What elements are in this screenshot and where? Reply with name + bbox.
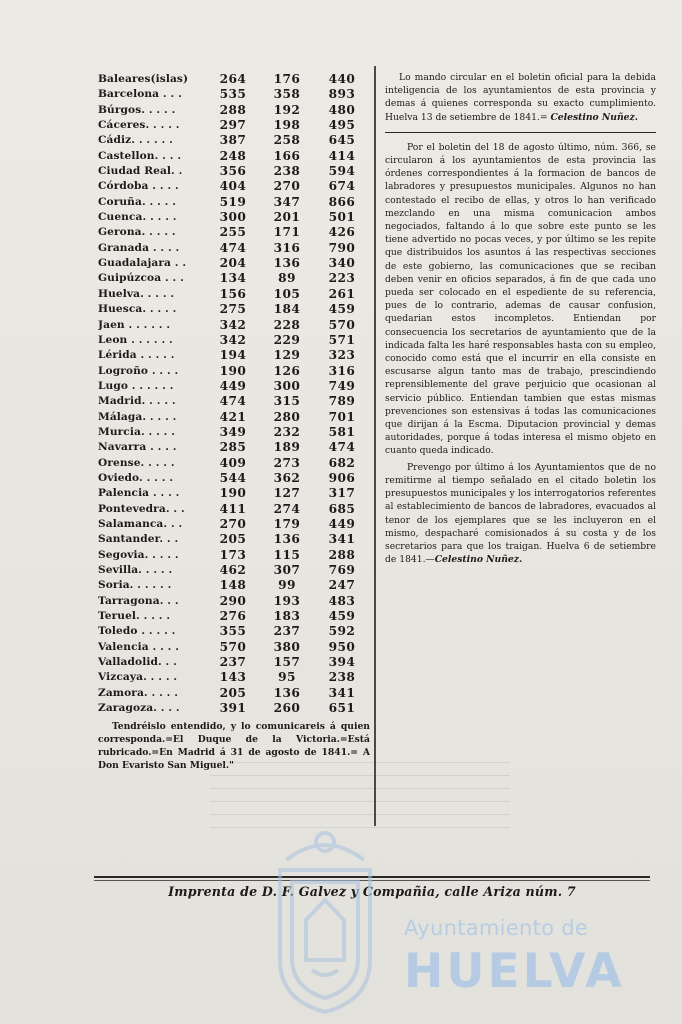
- printer-imprint: Imprenta de D. F. Galvez y Compañia, calle Ariza núm. 7: [168, 884, 576, 899]
- table-row: [98, 256, 370, 271]
- value-col-1: 190: [219, 486, 247, 501]
- value-col-2: 198: [273, 118, 301, 133]
- value-col-2: 316: [273, 240, 301, 255]
- value-col-1: 285: [219, 440, 247, 455]
- table-row: [98, 179, 370, 194]
- value-col-2: 192: [273, 102, 301, 117]
- province-name: Segovia. . . . .: [98, 548, 179, 561]
- value-col-3: 789: [328, 394, 356, 409]
- province-name: Teruel. . . . .: [98, 610, 171, 623]
- value-col-3: 749: [328, 378, 356, 393]
- value-col-1: 173: [219, 547, 247, 562]
- value-col-2: 260: [273, 701, 301, 716]
- value-col-3: 592: [328, 624, 356, 639]
- province-name: Sevilla. . . . .: [98, 564, 173, 576]
- value-col-1: 342: [219, 332, 247, 347]
- provinces-table-column: [98, 72, 370, 772]
- value-col-1: 421: [219, 409, 247, 424]
- table-row: [98, 364, 370, 379]
- province-name: Soria. . . . . .: [98, 579, 172, 592]
- province-name: Cuenca. . . . .: [98, 211, 177, 224]
- province-name: Zamora. . . . .: [98, 686, 179, 699]
- value-col-3: 449: [328, 516, 356, 531]
- value-col-2: 270: [273, 179, 301, 194]
- value-col-1: 288: [219, 102, 247, 117]
- table-row: [98, 195, 370, 210]
- value-col-3: 594: [328, 164, 356, 179]
- table-row: [98, 456, 370, 471]
- table-row: [98, 486, 370, 501]
- province-name: Gerona. . . . .: [98, 226, 176, 239]
- value-col-3: 459: [328, 609, 356, 624]
- province-name: Palencia . . . .: [98, 487, 180, 500]
- provinces-table-body: [98, 72, 370, 716]
- value-col-1: 356: [219, 164, 247, 179]
- province-name: Barcelona . . .: [98, 88, 182, 101]
- value-col-3: 394: [328, 655, 356, 670]
- table-row: [98, 118, 370, 133]
- value-col-1: 290: [219, 593, 247, 608]
- value-col-1: 194: [219, 348, 247, 363]
- value-col-1: 264: [219, 72, 247, 86]
- table-row: [98, 686, 370, 701]
- value-col-1: 248: [219, 148, 247, 163]
- table-row: [98, 103, 370, 118]
- value-col-3: 238: [328, 670, 356, 685]
- value-col-1: 462: [219, 563, 247, 577]
- value-col-3: 645: [328, 133, 356, 148]
- table-row: [98, 517, 370, 532]
- value-col-2: 300: [273, 378, 301, 393]
- province-name: Madrid. . . . .: [98, 395, 176, 408]
- province-name: Vizcaya. . . . .: [98, 671, 178, 684]
- table-row: [98, 701, 370, 716]
- value-col-3: 340: [328, 256, 356, 271]
- value-col-3: 950: [328, 639, 356, 654]
- value-col-3: 769: [328, 563, 356, 577]
- watermark-line-2: HUELVA: [404, 944, 625, 999]
- province-name: Córdoba . . . .: [98, 180, 179, 193]
- province-name: Búrgos. . . . .: [98, 103, 176, 116]
- value-col-2: 362: [273, 470, 301, 485]
- coat-of-arms-watermark-icon: [266, 820, 384, 1018]
- value-col-3: 440: [328, 72, 356, 86]
- value-col-2: 115: [273, 547, 301, 562]
- value-col-2: 166: [273, 148, 301, 163]
- table-row: [98, 225, 370, 240]
- value-col-1: 570: [219, 639, 247, 654]
- value-col-3: 317: [328, 486, 356, 501]
- province-name: Baleares(islas): [98, 73, 189, 85]
- value-col-2: 171: [273, 225, 301, 240]
- value-col-1: 404: [219, 179, 247, 194]
- value-col-2: 157: [273, 655, 301, 670]
- value-col-1: 276: [219, 609, 247, 624]
- notice-paragraph-2-text: Prevengo por último á los Ayuntamientos que de no remitirme al tiempo señalado en el citado boletin los presupuestos municipales y los interrogatorios referentes al establecimiento de bancos de labradores, evacuados al tenor de los ejemplares que se les incluyeron en el mismo, despacharé comisionados á su costa y de los secretarios para que los traigan. Huelva 6 de setiembre de 1841.—: [385, 461, 656, 566]
- value-col-3: 866: [328, 194, 356, 209]
- province-name: Lugo . . . . . .: [98, 379, 174, 392]
- value-col-2: 201: [273, 210, 301, 225]
- province-name: Toledo . . . . .: [98, 625, 176, 638]
- province-name: Jaen . . . . . .: [98, 318, 171, 331]
- table-row: [98, 655, 370, 670]
- province-name: Navarra . . . .: [98, 441, 177, 454]
- value-col-3: 581: [328, 424, 356, 439]
- value-col-3: 323: [328, 348, 356, 363]
- notices-column: [385, 71, 656, 566]
- table-row: [98, 471, 370, 486]
- value-col-3: 414: [328, 148, 356, 163]
- watermark-line-1: Ayuntamiento de: [404, 916, 589, 940]
- notice-circular-text: Lo mando circular en el boletin oficial para la debida inteligencia de los ayuntamientos de esta provincia y demas á quienes corresponda su exacto cumplimiento. Huelva 13 de setiembre de 1841.=: [385, 72, 656, 123]
- value-col-1: 355: [219, 624, 247, 639]
- table-row: [98, 670, 370, 685]
- province-name: Zaragoza. . . .: [98, 702, 180, 715]
- table-row: [98, 578, 370, 593]
- value-col-1: 474: [219, 394, 247, 409]
- province-name: Leon . . . . . .: [98, 333, 173, 346]
- table-row: [98, 502, 370, 517]
- value-col-2: 228: [273, 317, 301, 332]
- value-col-3: 261: [328, 286, 356, 301]
- value-col-2: 258: [273, 133, 301, 148]
- notice-signature: Celestino Nuñez.: [434, 554, 523, 566]
- value-col-2: 183: [273, 609, 301, 624]
- table-row: [98, 87, 370, 102]
- table-row: [98, 271, 370, 286]
- value-col-1: 387: [219, 133, 247, 148]
- province-name: Ciudad Real. .: [98, 165, 183, 178]
- value-col-2: 136: [273, 256, 301, 271]
- value-col-2: 136: [273, 685, 301, 700]
- value-col-1: 474: [219, 240, 247, 255]
- table-row: [98, 164, 370, 179]
- province-name: Granada . . . .: [98, 241, 180, 254]
- value-col-1: 148: [219, 578, 247, 593]
- value-col-1: 275: [219, 302, 247, 317]
- notice-municipal-budgets: [385, 141, 656, 567]
- value-col-1: 342: [219, 317, 247, 332]
- province-name: Huelva. . . . .: [98, 287, 175, 300]
- table-row: [98, 133, 370, 148]
- table-row: [98, 532, 370, 547]
- value-col-1: 535: [219, 87, 247, 102]
- value-col-1: 134: [219, 271, 247, 286]
- table-row: [98, 241, 370, 256]
- provinces-table: [98, 72, 370, 716]
- value-col-1: 544: [219, 470, 247, 485]
- province-name: Valladolid. . .: [98, 656, 177, 669]
- value-col-2: 280: [273, 409, 301, 424]
- province-name: Málaga. . . . .: [98, 410, 177, 423]
- value-col-3: 459: [328, 302, 356, 317]
- value-col-2: 315: [273, 394, 301, 409]
- table-row: [98, 410, 370, 425]
- value-col-3: 223: [328, 271, 356, 286]
- table-row: [98, 379, 370, 394]
- value-col-1: 205: [219, 685, 247, 700]
- notice-circular-signature: Celestino Nuñez.: [550, 111, 638, 123]
- value-col-2: 189: [273, 440, 301, 455]
- table-row: [98, 210, 370, 225]
- value-col-1: 300: [219, 210, 247, 225]
- table-row: [98, 287, 370, 302]
- value-col-3: 790: [328, 240, 356, 255]
- value-col-2: 105: [273, 286, 301, 301]
- value-col-1: 205: [219, 532, 247, 547]
- value-col-3: 480: [328, 102, 356, 117]
- value-col-1: 255: [219, 225, 247, 240]
- value-col-2: 229: [273, 332, 301, 347]
- notice-circular-paragraph: [385, 71, 656, 124]
- province-name: Santander. . .: [98, 533, 179, 546]
- value-col-2: 347: [273, 194, 301, 209]
- value-col-1: 270: [219, 516, 247, 531]
- value-col-2: 273: [273, 455, 301, 470]
- province-name: Orense. . . . .: [98, 456, 175, 469]
- value-col-3: 288: [328, 547, 356, 562]
- value-col-2: 179: [273, 516, 301, 531]
- table-row: [98, 425, 370, 440]
- value-col-2: 95: [278, 670, 296, 685]
- value-col-3: 906: [328, 470, 356, 485]
- province-name: Salamanca. . .: [98, 517, 183, 530]
- decree-closing-text: Tendréislo entendido, y lo comunicareis á quien corresponda.=El Duque de la Victoria.=Está rubricado.=En Madrid á 31 de agosto de 1841.= A Don Evaristo San Miguel.": [98, 721, 370, 772]
- value-col-3: 426: [328, 225, 356, 240]
- value-col-2: 237: [273, 624, 301, 639]
- notice-paragraph-2: [385, 461, 656, 567]
- province-name: Guadalajara . .: [98, 257, 187, 270]
- table-row: [98, 440, 370, 455]
- value-col-2: 307: [273, 563, 301, 577]
- province-name: Tarragona. . .: [98, 594, 179, 607]
- value-col-3: 247: [328, 578, 356, 593]
- table-row: [98, 548, 370, 563]
- value-col-1: 349: [219, 424, 247, 439]
- notice-circular: [385, 71, 656, 124]
- value-col-1: 204: [219, 256, 247, 271]
- value-col-2: 99: [278, 578, 296, 593]
- value-col-2: 136: [273, 532, 301, 547]
- province-name: Guipúzcoa . . .: [98, 272, 184, 285]
- table-row: [98, 640, 370, 655]
- province-name: Cádiz. . . . . .: [98, 134, 173, 147]
- value-col-3: 701: [328, 409, 356, 424]
- table-row: [98, 72, 370, 87]
- notice-separator: [385, 132, 656, 133]
- value-col-3: 893: [328, 87, 356, 102]
- value-col-1: 449: [219, 378, 247, 393]
- value-col-2: 176: [273, 72, 301, 86]
- province-name: Coruña. . . . .: [98, 195, 177, 208]
- value-col-1: 297: [219, 118, 247, 133]
- value-col-2: 127: [273, 486, 301, 501]
- value-col-1: 409: [219, 455, 247, 470]
- table-row: [98, 594, 370, 609]
- value-col-1: 519: [219, 194, 247, 209]
- province-name: Valencia . . . .: [98, 640, 180, 653]
- value-col-3: 495: [328, 118, 356, 133]
- value-col-2: 89: [278, 271, 296, 286]
- value-col-2: 232: [273, 424, 301, 439]
- value-col-3: 570: [328, 317, 356, 332]
- value-col-3: 341: [328, 532, 356, 547]
- value-col-2: 358: [273, 87, 301, 102]
- table-row: [98, 609, 370, 624]
- value-col-2: 129: [273, 348, 301, 363]
- value-col-3: 316: [328, 363, 356, 378]
- value-col-1: 411: [219, 501, 247, 516]
- value-col-3: 685: [328, 501, 356, 516]
- value-col-3: 682: [328, 455, 356, 470]
- table-row: [98, 333, 370, 348]
- value-col-3: 674: [328, 179, 356, 194]
- table-row: [98, 318, 370, 333]
- value-col-2: 274: [273, 501, 301, 516]
- value-col-3: 483: [328, 593, 356, 608]
- table-row: [98, 348, 370, 363]
- value-col-2: 238: [273, 164, 301, 179]
- value-col-3: 501: [328, 210, 356, 225]
- table-row: [98, 302, 370, 317]
- value-col-1: 190: [219, 363, 247, 378]
- value-col-2: 380: [273, 639, 301, 654]
- table-row: [98, 149, 370, 164]
- value-col-3: 341: [328, 685, 356, 700]
- value-col-3: 571: [328, 332, 356, 347]
- value-col-1: 391: [219, 701, 247, 716]
- table-row: [98, 563, 370, 578]
- province-name: Lérida . . . . .: [98, 349, 175, 362]
- province-name: Logroño . . . .: [98, 364, 179, 377]
- value-col-2: 193: [273, 593, 301, 608]
- table-row: [98, 394, 370, 409]
- province-name: Oviedo. . . . .: [98, 471, 174, 484]
- province-name: Murcia. . . . .: [98, 425, 176, 438]
- value-col-3: 474: [328, 440, 356, 455]
- province-name: Pontevedra. . .: [98, 502, 185, 515]
- column-divider: [374, 66, 376, 826]
- value-col-2: 184: [273, 302, 301, 317]
- value-col-1: 143: [219, 670, 247, 685]
- value-col-1: 156: [219, 286, 247, 301]
- value-col-3: 651: [328, 701, 356, 716]
- province-name: Huesca. . . . .: [98, 303, 177, 316]
- value-col-2: 126: [273, 363, 301, 378]
- province-name: Castellon. . . .: [98, 149, 182, 162]
- table-row: [98, 624, 370, 639]
- notice-paragraph-1: Por el boletin del 18 de agosto último, núm. 366, se circularon á los ayuntamientos de esta provincia las órdenes correspondientes á la formacion de bancos de labradores y presupuestos municipales. Algunos no han contestado el recibo de ellas, y otros lo han verificado mezclando en una misma comunicacion ambos negociados, faltando á lo que sobre este punto se les tiene advertido no pocas veces, y por último se les repite que distribuidos los asuntos á las respectivas secciones de este gobierno, las comunicaciones que se reciban deben venir en oficios separados, á fin de que cada uno pueda ser colocado en el espediente de su referencia, pues de lo contrario, ademas de causar confusion, quedarian estos incompletos. Entiendan por consecuencia los secretarios de ayuntamiento que de la indicada falta les haré responsables hasta con su empleo, conocido como está que el incurrir en ella consiste en escusarse algun tanto mas de trabajo, prescindiendo reprensiblemente del grave perjuicio que ocasionan al servicio público. Entiendan tambien que estas mismas prevenciones son estensivas á todas las comunicaciones que dirijan á la Escma. Diputacion provincial y demas autoridades, porque á todas interesa el mismo objeto en cuanto queda indicado.: [385, 141, 656, 457]
- value-col-1: 237: [219, 655, 247, 670]
- province-name: Cáceres. . . . .: [98, 119, 180, 132]
